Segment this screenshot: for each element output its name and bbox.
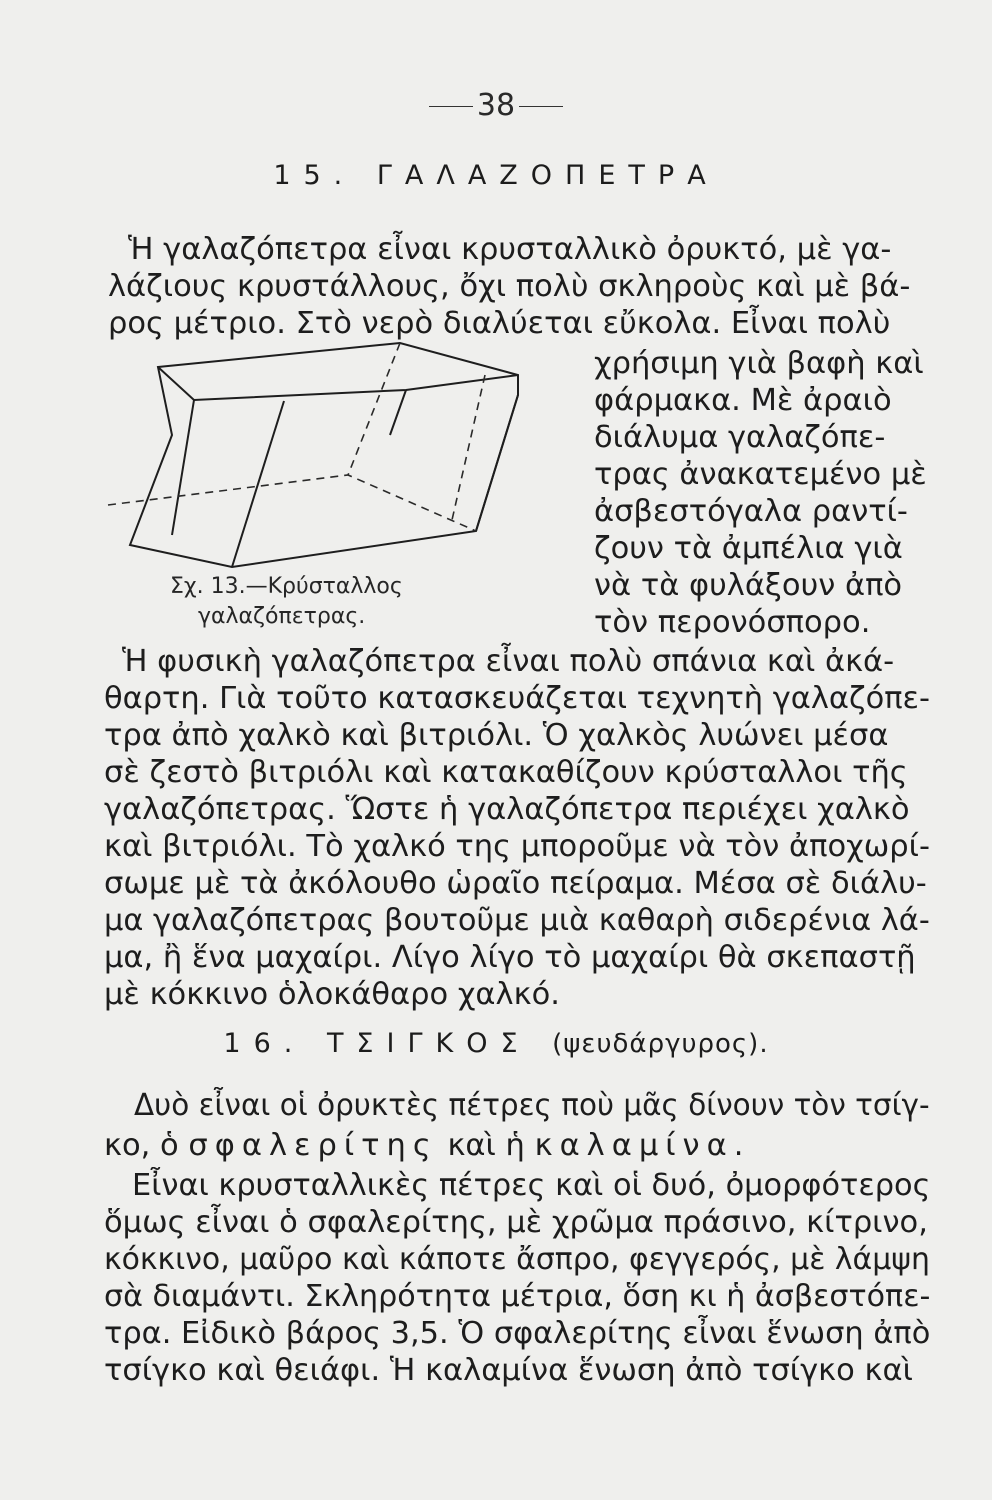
- side-text-line: χρήσιμη γιὰ βαφὴ καὶ: [594, 346, 924, 381]
- text-line: Ἡ γαλαζόπετρα εἶναι κρυσταλλικὸ ὀρυκτό, μὲ γα-: [128, 232, 892, 267]
- text-run: .: [733, 1128, 744, 1163]
- text-line: τσίγκο καὶ θειάφι. Ἡ καλαμίνα ἕνωση ἀπὸ τσίγκο καὶ: [104, 1353, 913, 1388]
- section-heading-15: 15. ΓΑΛΑΖΟΠΕΤΡΑ: [273, 160, 719, 191]
- spaced-term-sphalerite: σφαλερίτης: [188, 1128, 438, 1163]
- section-heading-16-paren: (ψευδάργυρος).: [552, 1029, 769, 1059]
- text-line: λάζιους κρυστάλλους, ὄχι πολὺ σκληροὺς καὶ μὲ βά-: [108, 269, 911, 304]
- text-line: ὅμως εἶναι ὁ σφαλερίτης, μὲ χρῶμα πράσινο, κίτρινο,: [104, 1205, 928, 1240]
- text-line: [104, 1128, 743, 1164]
- crystal-hidden-edge: [108, 475, 476, 531]
- text-line: Εἶναι κρυσταλλικὲς πέτρες καὶ οἱ δυό, ὀμορφότερος: [132, 1168, 931, 1203]
- side-text-line: ζουν τὰ ἀμπέλια γιὰ: [594, 531, 903, 566]
- dash-left: [429, 106, 473, 107]
- text-run: καὶ ἡ: [437, 1128, 535, 1163]
- text-line: κόκκινο, μαῦρο καὶ κάποτε ἄσπρο, φεγγερός, μὲ λάμψη: [104, 1242, 930, 1277]
- text-line: τρα ἀπὸ χαλκὸ καὶ βιτριόλι. Ὁ χαλκὸς λυώνει μέσα: [104, 718, 889, 753]
- figure-caption-line1: Σχ. 13.—Κρύσταλλος: [170, 574, 403, 599]
- crystal-figure: [100, 335, 550, 585]
- text-line: ρος μέτριο. Στὸ νερὸ διαλύεται εὔκολα. Εἶναι πολὺ: [108, 306, 891, 341]
- spaced-term-calamine: καλαμίνα: [534, 1128, 734, 1163]
- side-text-line: διάλυμα γαλαζόπε-: [594, 420, 886, 455]
- text-line: γαλαζόπετρας. Ὥστε ἡ γαλαζόπετρα περιέχει χαλκὸ: [104, 792, 910, 827]
- page-number-text: 38: [476, 88, 516, 123]
- crystal-hidden-edge: [452, 375, 485, 520]
- text-line: μα γαλαζόπετρας βουτοῦμε μιὰ καθαρὴ σιδερένια λά-: [104, 903, 930, 938]
- text-line: Ἡ φυσικὴ γαλαζόπετρα εἶναι πολὺ σπάνια καὶ ἀκά-: [122, 644, 895, 679]
- crystal-edge: [172, 400, 194, 535]
- text-line: μα, ἢ ἕνα μαχαίρι. Λίγο λίγο τὸ μαχαίρι θὰ σκεπαστῇ: [104, 940, 916, 975]
- figure-caption-line2: γαλαζόπετρας.: [198, 604, 366, 629]
- section-heading-16-title: 16. ΤΣΙΓΚΟΣ: [223, 1028, 531, 1059]
- side-text-line: νὰ τὰ φυλάξουν ἀπὸ: [594, 568, 903, 603]
- text-line: θαρτη. Γιὰ τοῦτο κατασκευάζεται τεχνητὴ γαλαζόπε-: [104, 681, 931, 716]
- text-line: σωμε μὲ τὰ ἀκόλουθο ὡραῖο πείραμα. Μέσα σὲ διάλυ-: [104, 866, 927, 901]
- side-text-line: φάρμακα. Μὲ ἀραιὸ: [594, 383, 892, 418]
- text-line: σὰ διαμάντι. Σκληρότητα μέτρια, ὅση κι ἡ ἀσβεστόπε-: [104, 1279, 931, 1314]
- text-line: τρα. Εἰδικὸ βάρος 3,5. Ὁ σφαλερίτης εἶναι ἕνωση ἀπὸ: [104, 1316, 931, 1351]
- text-run: κο, ὁ: [104, 1128, 189, 1163]
- crystal-hidden-edge: [348, 343, 400, 475]
- page-number: [0, 88, 992, 123]
- section-heading-16: [0, 1028, 992, 1059]
- side-text-line: τρας ἀνακατεμένο μὲ: [594, 457, 927, 492]
- text-line: Δυὸ εἶναι οἱ ὀρυκτὲς πέτρες ποὺ μᾶς δίνουν τὸν τσίγ-: [134, 1088, 930, 1123]
- crystal-outline: [130, 343, 518, 567]
- side-text-line: τὸν περονόσπορο.: [594, 605, 871, 640]
- text-line: σὲ ζεστὸ βιτριόλι καὶ κατακαθίζουν κρύσταλλοι τῆς: [104, 755, 908, 790]
- text-line: καὶ βιτριόλι. Τὸ χαλκό της μποροῦμε νὰ τὸν ἀποχωρί-: [104, 829, 930, 864]
- dash-right: [519, 106, 563, 107]
- crystal-top-edge: [158, 367, 518, 400]
- crystal-edge: [390, 390, 518, 531]
- side-text-line: ἀσβεστόγαλα ραντί-: [594, 494, 908, 529]
- text-line: μὲ κόκκινο ὁλοκάθαρο χαλκό.: [104, 977, 560, 1012]
